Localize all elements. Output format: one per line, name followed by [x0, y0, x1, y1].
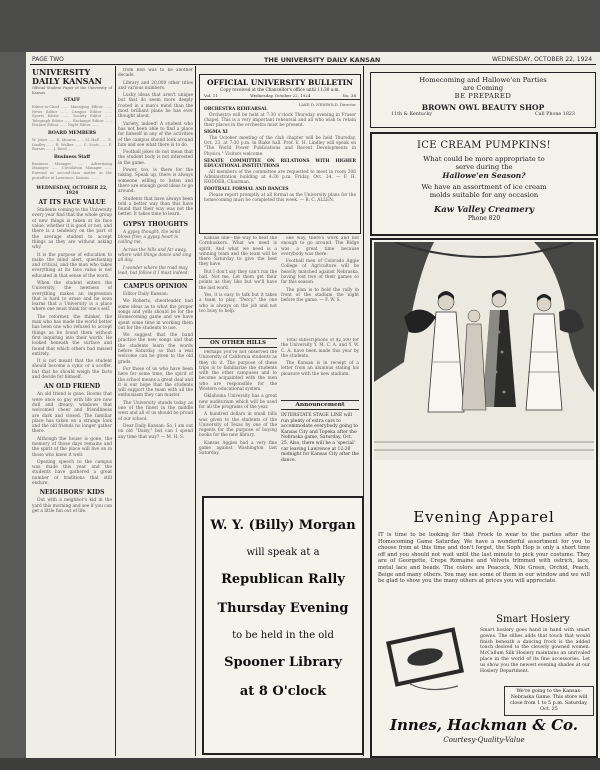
morgan-line: to be held in the old	[232, 630, 334, 641]
beauty-shop-address: 11th & Kentucky	[391, 112, 433, 117]
morgan-line: Spooner Library	[224, 655, 342, 670]
bulletin-signature: LAKE D. NEWBOLD, Director	[298, 102, 356, 107]
column-3-text: Kansas line—the way to beat the Cornhuskers. What we need is spirit. And what we need is a winning team and the team will be there Saturday to give the best they have. But I don't say they can't run the ball. Not me. Let them get their points as they like but we'll have the last word. Yes, it is easy to talk but it takes a team to play. "Percy," the one who is always on the job and not too busy to help.	[199, 236, 277, 314]
pumpkin-ad-line: We have an assortment of ice cream	[421, 183, 547, 191]
bulletin-no: No. 38	[342, 93, 356, 98]
creamery-phone: Phone 820	[467, 215, 501, 222]
fashion-illustration	[374, 242, 594, 460]
innes-hackman-tagline: Courtesy-Quality-Value	[443, 736, 525, 744]
poem-heading: GYPSY THOUGHTS	[123, 220, 188, 228]
announcement-box	[281, 400, 359, 490]
bulletin-item: SENATE COMMITTEE ON RELATIONS WITH HIGHER EDUCATIONAL INSTITUTIONS	[204, 158, 356, 170]
pumpkin-ad-line: serve during the	[455, 163, 513, 171]
feature-body: from Bob was to be another decade. Library and 20,000 other titles and various numbers. Lucky ideas that aren't unique but that do seem more deeply rooted in a man's mind than the most brilliant plans he has ever thought about. Variety, indeed! A student who has not been able to find a place for himself in any of the activities of the campus should look around him and see what there is to do. Football jokes do not mean that the student body is not interested in the game. Power, too, is there for the taking. Speak up, there is always someone willing to listen and there are enough good ideas to go around. Students that have always been told a better way than this have found that their way was not the better. It takes time to learn.	[118, 68, 193, 218]
pumpkin-ad-title: ICE CREAM PUMPKINS!	[417, 140, 551, 151]
morgan-line: will speak at a	[246, 547, 320, 558]
masthead-subtitle: Official Student Paper of the University of Kansas	[32, 86, 112, 95]
bulletin-title: OFFICIAL UNIVERSITY BULLETIN	[206, 78, 354, 87]
morgan-rally-ad	[202, 496, 364, 755]
bulletin-item: ORCHESTRA REHEARSAL	[204, 107, 268, 113]
staff-heading: STAFF	[63, 98, 81, 103]
creamery-name: Kaw Valley Creamery	[433, 205, 535, 215]
editorial-date: WEDNESDAY, OCTOBER 22, 1924	[36, 186, 108, 197]
beauty-ad-line: Homecoming and Hallowe'en Parties	[419, 76, 547, 84]
column-rule	[195, 66, 196, 756]
evening-apparel-title: Evening Apparel	[413, 508, 555, 526]
bulletin-body: LAKE D. NEWBOLD, Director ORCHESTRA REHEARSAL Orchestra will be held at 7:30 o'clock Thursday evening in Fraser chapel. This is a very important rehearsal and all who wish to retain their places in the orchestra must be present. SIGMA XI The October meeting of the club chapter will be held Thursday, Oct. 23, at 7:30 p.m. in Blake hall. Prof. E. H. Lindley will speak on "The World Power Publications and Recent Developments in Physics." Visitors welcome. SENATE COMMITTEE ON RELATIONS WITH HIGHER EDUCATIONAL INSTITUTIONS All members of the committee are requested to meet in room 206 Administration building at 4:30 p.m. Friday, Oct. 24. — F. H. HODDER, Chairman. FOOTBALL FORMAL AND DANCES Please report promptly at all formal as the University plans for the homecoming must be completed this week. — R. C. ALLEN.	[204, 102, 356, 204]
editorial-heading: AT ITS FACE VALUE	[38, 199, 106, 207]
pumpkin-ad-line: Hallowe'en Season?	[442, 171, 526, 180]
ice-cream-pumpkins-ad	[370, 132, 598, 236]
column-4-text-b: Total subscriptions of $2,500 for the University Y. M. C. A. and Y. W. C. A. have been made this year by the students. The Kansan is in receipt of a letter from an alumnus stating his pleasure with the new stadium.	[281, 338, 359, 377]
official-bulletin-box	[199, 74, 361, 234]
pumpkin-ad-line: What could be more appropriate to	[423, 155, 545, 163]
store-closing-notice: We're going to the Kansas-Nebraska Game. This store will close from 1 to 5 p.m. Saturday, Oct. 25	[504, 686, 594, 716]
announcement-title: Announcement	[281, 400, 359, 410]
bulletin-vol: Vol. 11	[204, 93, 218, 98]
smart-hosiery-body: Smart hosiery goes hand in hand with smart gowns. The sillies adds that touch that would finish beneath a dancing frock is the added touch desired to the cleverly gowned women. McCallum Silk Hosiery maintains an unrivaled place in the world of its fine accessories. Let us show you the newest evening shades at our Hosiery Department.	[480, 628, 590, 674]
editorial-column: UNIVERSITY DAILY KANSAN Official Student Paper of the University of Kansas STAFF Editor-in-Chief ...... Managing Editor ...... News Editor ...... Campus Editor ...... Sports Editor ...... Society Editor ...... Telegraph Editor ...... Exchange Editor ...... Feature Editor ...... Night Editor ...... BOARD MEMBERS W. Jones ...... K. Monroe ...... M. Hall ...... E. Lindley ...... R. Walker ...... C. Scott ...... F. Barnes ...... J. Reed ...... Business Staff Business Manager ...... Advertising Manager ...... Circulation Manager ...... Entered as second-class matter at the postoffice at Lawrence, Kansas ...... WEDNESDAY, OCTOBER 22, 1924 AT ITS FACE VALUE Students coming to the University every year find that the whole group of new things is taken at its face value, whether it is good or not, and there is a tendency on the part of the average student to accept things as they are without asking why. It is the purpose of education to make the mind alert, questioning and critical, and the man who takes everything at its face value is not educated in that sense of the word. When the student enters the University, the newness of everything makes an impression that is hard to erase and he soon learns that a University is a place where one must think for one's self. The reformer, the thinker, the man who has made the world better has been one who refused to accept things as he found them without first inquiring into their worth. He looked beneath the surface and found that which others had missed entirely. It is not meant that the student should become a cynic or a scoffer, but that he should weigh the facts and decide for himself. AN OLD FRIEND An old friend is gone. Rooms that were once so gay with life are now dull and dreary; windows that welcomed cheer and friendliness are dark and closed. The familiar place has taken on a strange look and the old friends no longer gather there. Although the house is gone, the memory of those days remains and the spirit of the place will live on in those who knew it well. Opening speech to the campus was made this year and the students have gathered a great number of traditions that still endure. NEIGHBORS' KIDS Out with a neighbor's kid in the yard this morning and see if you can get a little fun out of life.	[32, 68, 112, 514]
bulletin-item: FOOTBALL FORMAL AND DANCES	[204, 187, 289, 193]
morgan-line: at 8 O'clock	[239, 684, 327, 699]
beauty-ad-line: are Coming	[462, 84, 504, 92]
scan-top-margin	[0, 0, 600, 52]
newspaper-page	[26, 52, 600, 758]
header-rule	[30, 64, 596, 65]
pumpkin-ad-line: molds suitable for any occasion	[429, 191, 539, 199]
on-other-hills-heading: ON OTHER HILLS	[199, 338, 277, 348]
announcement-body: INTERSTATE STAGE LINE will run plenty of extra cars to accommodate everybody going to Kansas City and Topeka after the Nebraska game, Saturday, Oct. 25. Also, there will be a 'special' car leaving Lawrence at 12:30 midnight for Kansas City after the dance.	[281, 413, 359, 463]
bulletin-item: SIGMA XI	[204, 130, 228, 136]
bulletin-date: Wednesday, October 22, 1924	[249, 93, 311, 98]
board-heading: BOARD MEMBERS	[47, 130, 97, 136]
evening-apparel-ad	[370, 238, 598, 758]
scan-bottom-margin	[0, 758, 600, 770]
masthead-title: UNIVERSITY DAILY KANSAN	[32, 68, 102, 86]
column-4-text: one way, there's work and not enough to go around. The Ridge was a great time because everybody was there. Football men of Colorado Aggie College of Agriculture will be heavily matched against Nebraska, having lost two of their games so far this season. The plan is to hold the rally in front of the stadium the night before the game. — F. W. S.	[281, 236, 359, 304]
evening-apparel-body: IT is time to be looking for that Frock to wear to the parties after the Homecoming Game Saturday. We have a wonderful assortment for you to choose from at this time and don't forget, the Soph Hop is only a short time off and you should not wait until the last minute to pick your costume. They are of Georgette, Crepe Romaine and Velvets trimmed with ostrich, lace, metal lace and beads. The colors are Peacock, Nile Green, Orchid, Peach, Beige and many others. You may see some of them in our window and we will be glad to show you the many others at prices you will appreciate.	[378, 532, 590, 585]
beauty-shop-name: BROWN OWL BEAUTY SHOP	[421, 103, 545, 112]
innes-hackman-logo: Innes, Hackman & Co.	[389, 716, 579, 734]
beauty-ad-line: BE PREPARED	[454, 92, 512, 100]
editorial-body: An old friend is gone. Rooms that were once so gay with life are now dull and dreary; windows that welcomed cheer and friendliness are dark and closed. The familiar place has taken on a strange look and the old friends no longer gather there. Although the house is gone, the memory of those days remains and the spirit of the place will live on in those who knew it well. Opening speech to the campus was made this year and the students have gathered a great number of traditions that still endure.	[32, 392, 112, 487]
poem-body: A gypsy thought, the wind blows free; a gypsy heart is calling me, Across the hills and far away, where wild things dance and sing all day. I wonder where the road may lead, but follow it I must indeed.	[118, 229, 192, 276]
newspaper-title: THE UNIVERSITY DAILY KANSAN	[264, 56, 381, 64]
page-date: WEDNESDAY, OCTOBER 22, 1924	[492, 56, 593, 63]
opinion-heading: CAMPUS OPINION	[123, 283, 188, 291]
bulletin-subtitle: Copy received at the Chancellor's office until 11:30 a.m.	[220, 87, 340, 92]
opinion-body: Editor Daily Kansan: We Roberts, cheerleader, had some ideas as to what the proper songs and yells should be for the Homecoming game and we have spent some time in working them out for the students to use. We suggest that the band practice the new songs and that the students learn the words before Saturday so that a real welcome can be given to the old grads. For those of us who have been here for some time, the spirit of the school means a great deal and it is our hope that the students will support the team with all the enthusiasm they can muster. The University stands today as one of the finest in the middle west and all of us should be proud of our school. Dear Daily Kansan: So, I am out on old "Daisy," but can I spend any time that way? — M. H. S.	[118, 292, 193, 440]
morgan-line: Thursday Evening	[217, 601, 349, 616]
smart-hosiery-title: Smart Hosiery	[496, 614, 570, 625]
morgan-name: W. Y. (Billy) Morgan	[210, 518, 356, 533]
hosiery-box-illustration	[380, 624, 470, 704]
editorial-heading: AN OLD FRIEND	[43, 383, 101, 391]
editorial-body: Out with a neighbor's kid in the yard this morning and see if you can get a little fun out of life.	[32, 498, 112, 514]
column-rule	[115, 66, 116, 756]
morgan-line: Republican Rally	[221, 572, 345, 587]
beauty-shop-phone: Call Phone 1823	[535, 112, 575, 117]
editorial-body: Students coming to the University every year find that the whole group of new things is taken at its face value, whether it is good or not, and there is a tendency on the part of the average student to accept things as they are without asking why. It is the purpose of education to make the mind alert, questioning and critical, and the man who takes everything at its face value is not educated in that sense of the word. When the student enters the University, the newness of everything makes an impression that is hard to erase and he soon learns that a University is a place where one must think for one's self. The reformer, the thinker, the man who has made the world better has been one who refused to accept things as he found them without first inquiring into their worth. He looked beneath the surface and found that which others had missed entirely. It is not meant that the student should become a cynic or a scoffer, but that he should weigh the facts and decide for himself.	[32, 208, 112, 381]
features-column	[118, 68, 193, 756]
beauty-shop-ad	[370, 72, 596, 128]
editorial-heading: NEIGHBORS' KIDS	[39, 489, 105, 497]
on-other-hills-body: Perhaps you've not observed the University of California students as they do it. The purpose of these trips is to familiarize the students with the other campuses and to become acquainted with the men who are responsible for the Western educational system. Oklahoma University has a great new auditorium which will be used for all the programs of the year. A hundred dollars in small bills was given to the students of the University of Texas by one of the regents for the purpose of buying books for the new library. Kansas Aggies had a very fine game against Washington last Saturday.	[199, 350, 277, 457]
business-heading: Business Staff	[53, 154, 91, 160]
page-number: PAGE TWO	[32, 56, 64, 63]
